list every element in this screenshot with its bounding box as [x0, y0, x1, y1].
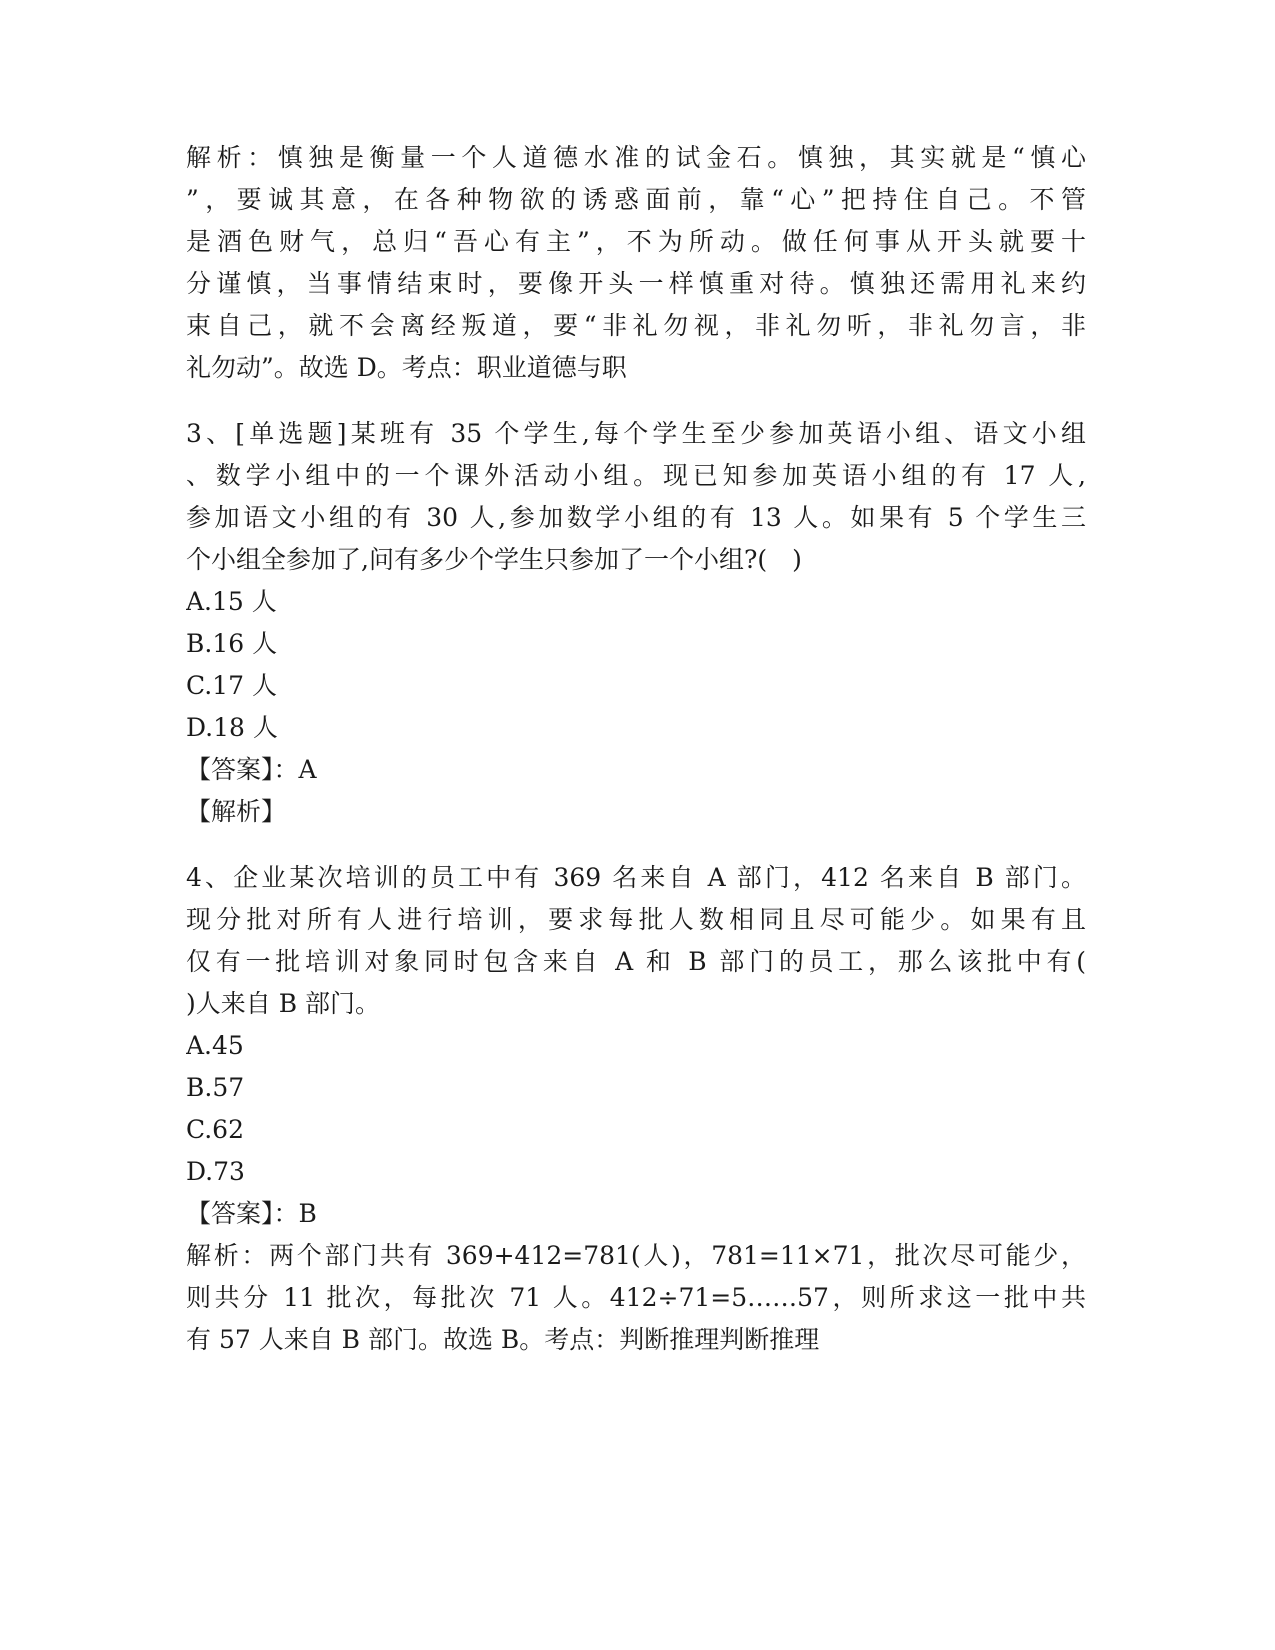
- question-3-option-a: A.15 人: [186, 587, 277, 616]
- question-3-explanation-label: 【解析】: [186, 797, 287, 826]
- question-4-stem-line-3: 仅有一批培训对象同时包含来自 A 和 B 部门的员工，那么该批中有(: [186, 947, 1086, 976]
- prev-explanation-line-3: 是酒色财气，总归“吾心有主”，不为所动。做任何事从开头就要十: [186, 227, 1086, 256]
- prev-explanation-line-4: 分谨慎，当事情结束时，要像开头一样慎重对待。慎独还需用礼来约: [186, 269, 1086, 298]
- question-3-option-d: D.18 人: [186, 713, 278, 742]
- question-4-stem-line-4: )人来自 B 部门。: [186, 989, 381, 1018]
- question-4-explanation-line-2: 则共分 11 批次，每批次 71 人。412÷71=5……57，则所求这一批中共: [186, 1283, 1086, 1312]
- question-3-stem-line-1: 3、[单选题]某班有 35 个学生,每个学生至少参加英语小组、语文小组: [186, 419, 1086, 448]
- prev-explanation-line-2: ”，要诚其意，在各种物欲的诱惑面前，靠“心”把持住自己。不管: [186, 185, 1086, 214]
- question-4-stem-line-1: 4、企业某次培训的员工中有 369 名来自 A 部门，412 名来自 B 部门。: [186, 863, 1086, 892]
- question-3-stem-line-2: 、数学小组中的一个课外活动小组。现已知参加英语小组的有 17 人,: [186, 461, 1086, 490]
- question-4-explanation-line-1: 解析：两个部门共有 369+412=781(人)，781=11×71，批次尽可能少，: [186, 1241, 1086, 1270]
- question-3-stem-line-3: 参加语文小组的有 30 人,参加数学小组的有 13 人。如果有 5 个学生三: [186, 503, 1086, 532]
- question-4-option-d: D.73: [186, 1157, 245, 1186]
- question-3-option-c: C.17 人: [186, 671, 277, 700]
- question-4-answer: 【答案】：B: [186, 1199, 317, 1228]
- question-4-option-a: A.45: [186, 1031, 244, 1060]
- question-3-stem-line-4: 个小组全参加了,问有多少个学生只参加了一个小组?( ): [186, 545, 802, 574]
- question-4-option-c: C.62: [186, 1115, 244, 1144]
- question-4-explanation-line-3: 有 57 人来自 B 部门。故选 B。考点：判断推理判断推理: [186, 1325, 820, 1354]
- question-4-stem-line-2: 现分批对所有人进行培训，要求每批人数相同且尽可能少。如果有且: [186, 905, 1086, 934]
- prev-explanation-line-5: 束自己，就不会离经叛道，要“非礼勿视，非礼勿听，非礼勿言，非: [186, 311, 1086, 340]
- question-4-option-b: B.57: [186, 1073, 245, 1102]
- question-3-option-b: B.16 人: [186, 629, 278, 658]
- question-3-answer: 【答案】：A: [186, 755, 317, 784]
- prev-explanation-line-1: 解析：慎独是衡量一个人道德水准的试金石。慎独，其实就是“慎心: [186, 143, 1086, 172]
- prev-explanation-line-6: 礼勿动”。故选 D。考点：职业道德与职: [186, 353, 627, 382]
